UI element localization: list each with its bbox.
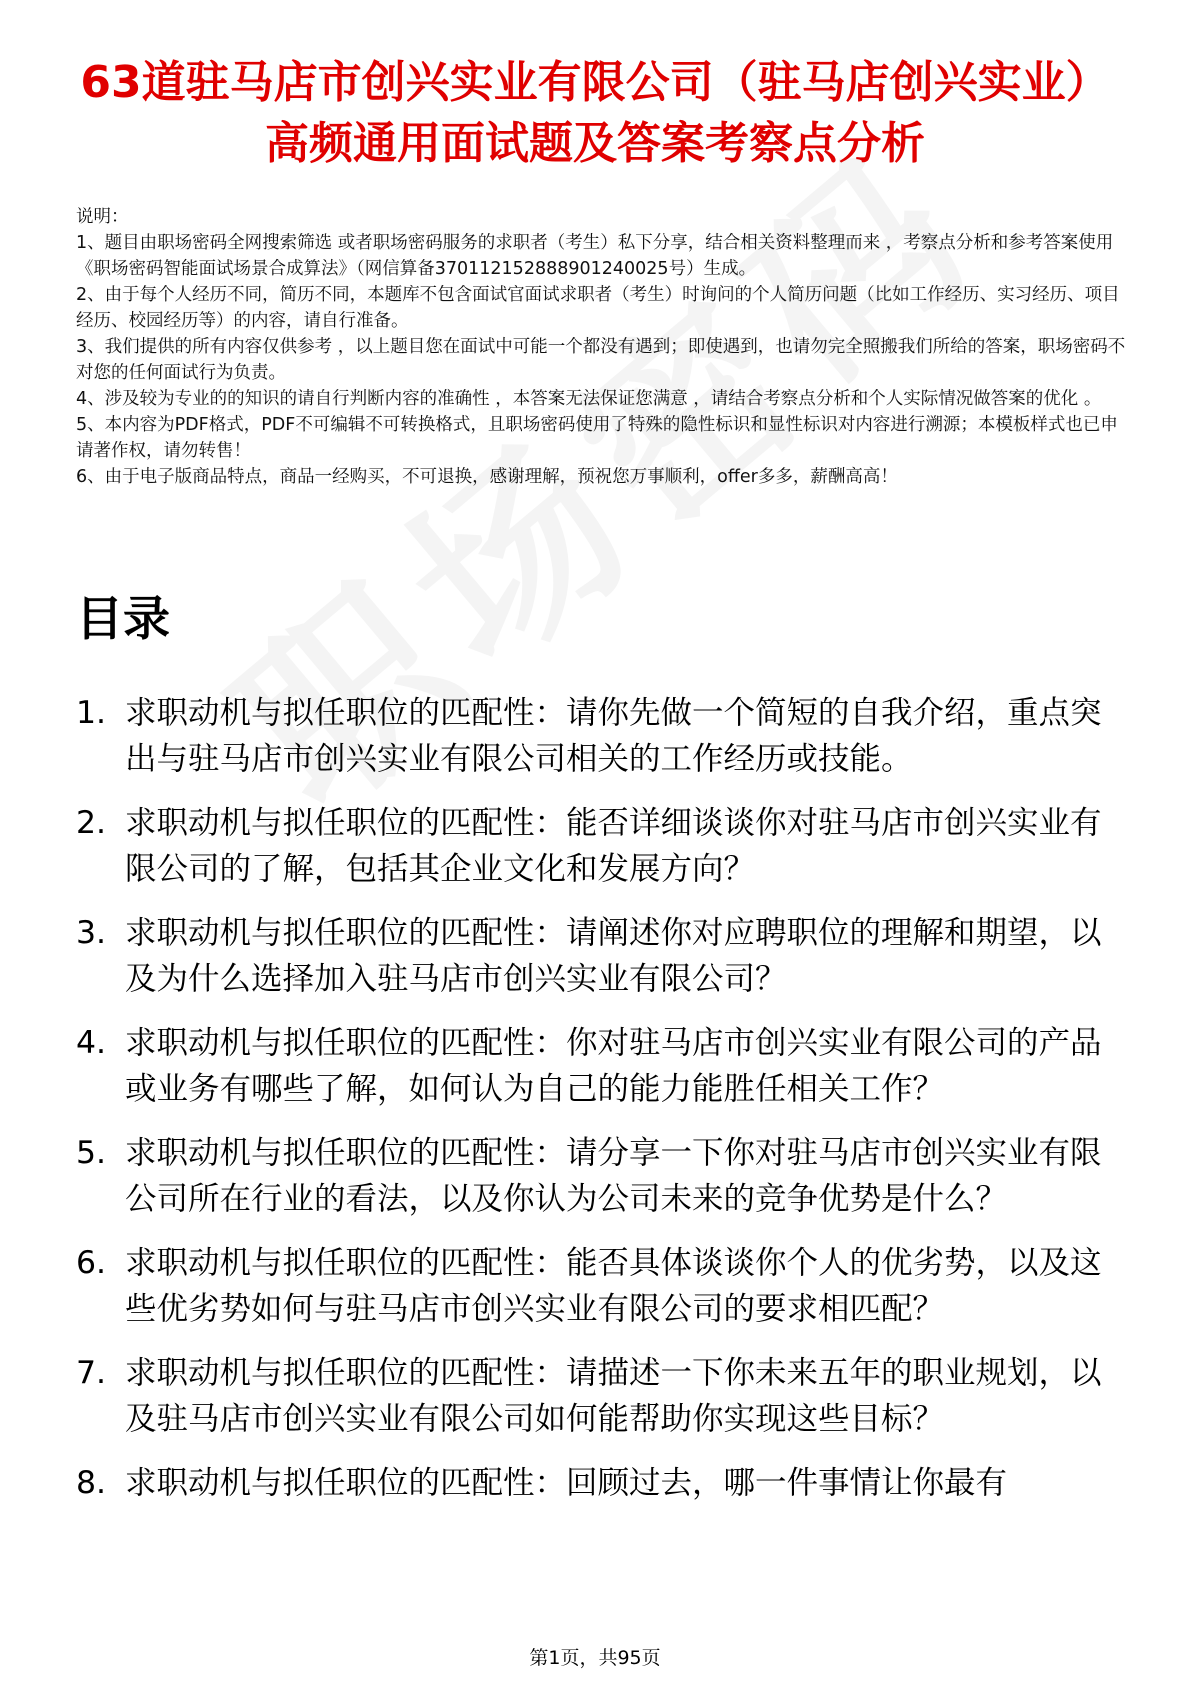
toc-item[interactable] [76, 1020, 1130, 1112]
toc-item[interactable] [76, 1350, 1130, 1442]
toc-item-text: 求职动机与拟任职位的匹配性：请描述一下你未来五年的职业规划，以及驻马店市创兴实业有限公司如何能帮助你实现这些目标？ [125, 1355, 1102, 1437]
note-item: 3、我们提供的所有内容仅供参考 ，以上题目您在面试中可能一个都没有遇到；即使遇到，也请勿完全照搬我们所给的答案，职场密码不对您的任何面试行为负责。 [76, 337, 1126, 383]
toc-item[interactable] [76, 1240, 1130, 1332]
note-item: 5、本内容为PDF格式，PDF不可编辑不可转换格式，且职场密码使用了特殊的隐性标识和显性标识对内容进行溯源；本模板样式也已申请著作权，请勿转售！ [76, 415, 1118, 461]
page-footer: 第1页，共95页 [529, 1647, 661, 1669]
note-item: 1、题目由职场密码全网搜索筛选 或者职场密码服务的求职者（考生）私下分享，结合相关资料整理而来 ，考察点分析和参考答案使用《职场密码智能面试场景合成算法》（网信算备370112152888901240025号）生成。 [76, 233, 1114, 279]
toc-item-text: 求职动机与拟任职位的匹配性：能否具体谈谈你个人的优劣势，以及这些优劣势如何与驻马店市创兴实业有限公司的要求相匹配？ [125, 1245, 1102, 1327]
note-item: 4、涉及较为专业的的知识的请自行判断内容的准确性 ，本答案无法保证您满意 ，请结合考察点分析和个人实际情况做答案的优化 。 [76, 389, 1102, 409]
toc-item-number: 1. [76, 695, 107, 731]
toc-item[interactable] [76, 800, 1130, 892]
toc-item-number: 5. [76, 1135, 107, 1171]
toc-item-text: 求职动机与拟任职位的匹配性：请你先做一个简短的自我介绍，重点突出与驻马店市创兴实业有限公司相关的工作经历或技能。 [125, 695, 1102, 777]
toc-item[interactable] [76, 1130, 1130, 1222]
toc-heading: 目录 [76, 592, 170, 647]
toc-item-number: 3. [76, 915, 107, 951]
notes-section [76, 204, 1126, 490]
toc-item-text: 求职动机与拟任职位的匹配性：回顾过去，哪一件事情让你最有 [125, 1465, 1008, 1501]
document-title: 63道驻马店市创兴实业有限公司（驻马店创兴实业）高频通用面试题及答案考察点分析 [80, 57, 1110, 169]
toc-item-text: 求职动机与拟任职位的匹配性：请分享一下你对驻马店市创兴实业有限公司所在行业的看法，以及你认为公司未来的竞争优势是什么？ [125, 1135, 1102, 1217]
toc-item-number: 6. [76, 1245, 107, 1281]
note-item: 6、由于电子版商品特点，商品一经购买，不可退换，感谢理解，预祝您万事顺利，offer多多，薪酬高高！ [76, 467, 898, 487]
toc-item[interactable] [76, 910, 1130, 1002]
toc-item-number: 4. [76, 1025, 107, 1061]
toc-item-number: 7. [76, 1355, 107, 1391]
toc-item-text: 求职动机与拟任职位的匹配性：请阐述你对应聘职位的理解和期望，以及为什么选择加入驻马店市创兴实业有限公司？ [125, 915, 1102, 997]
toc-list [76, 690, 1130, 1524]
toc-item-number: 8. [76, 1465, 107, 1501]
toc-item-number: 2. [76, 805, 107, 841]
toc-item[interactable] [76, 690, 1130, 782]
notes-heading: 说明： [76, 207, 129, 227]
toc-item-text: 求职动机与拟任职位的匹配性：你对驻马店市创兴实业有限公司的产品或业务有哪些了解，如何认为自己的能力能胜任相关工作？ [125, 1025, 1102, 1107]
toc-item[interactable] [76, 1460, 1130, 1506]
toc-item-text: 求职动机与拟任职位的匹配性：能否详细谈谈你对驻马店市创兴实业有限公司的了解，包括其企业文化和发展方向？ [125, 805, 1102, 887]
note-item: 2、由于每个人经历不同，简历不同，本题库不包含面试官面试求职者（考生）时询问的个人简历问题（比如工作经历、实习经历、项目经历、校园经历等）的内容，请自行准备。 [76, 285, 1120, 331]
